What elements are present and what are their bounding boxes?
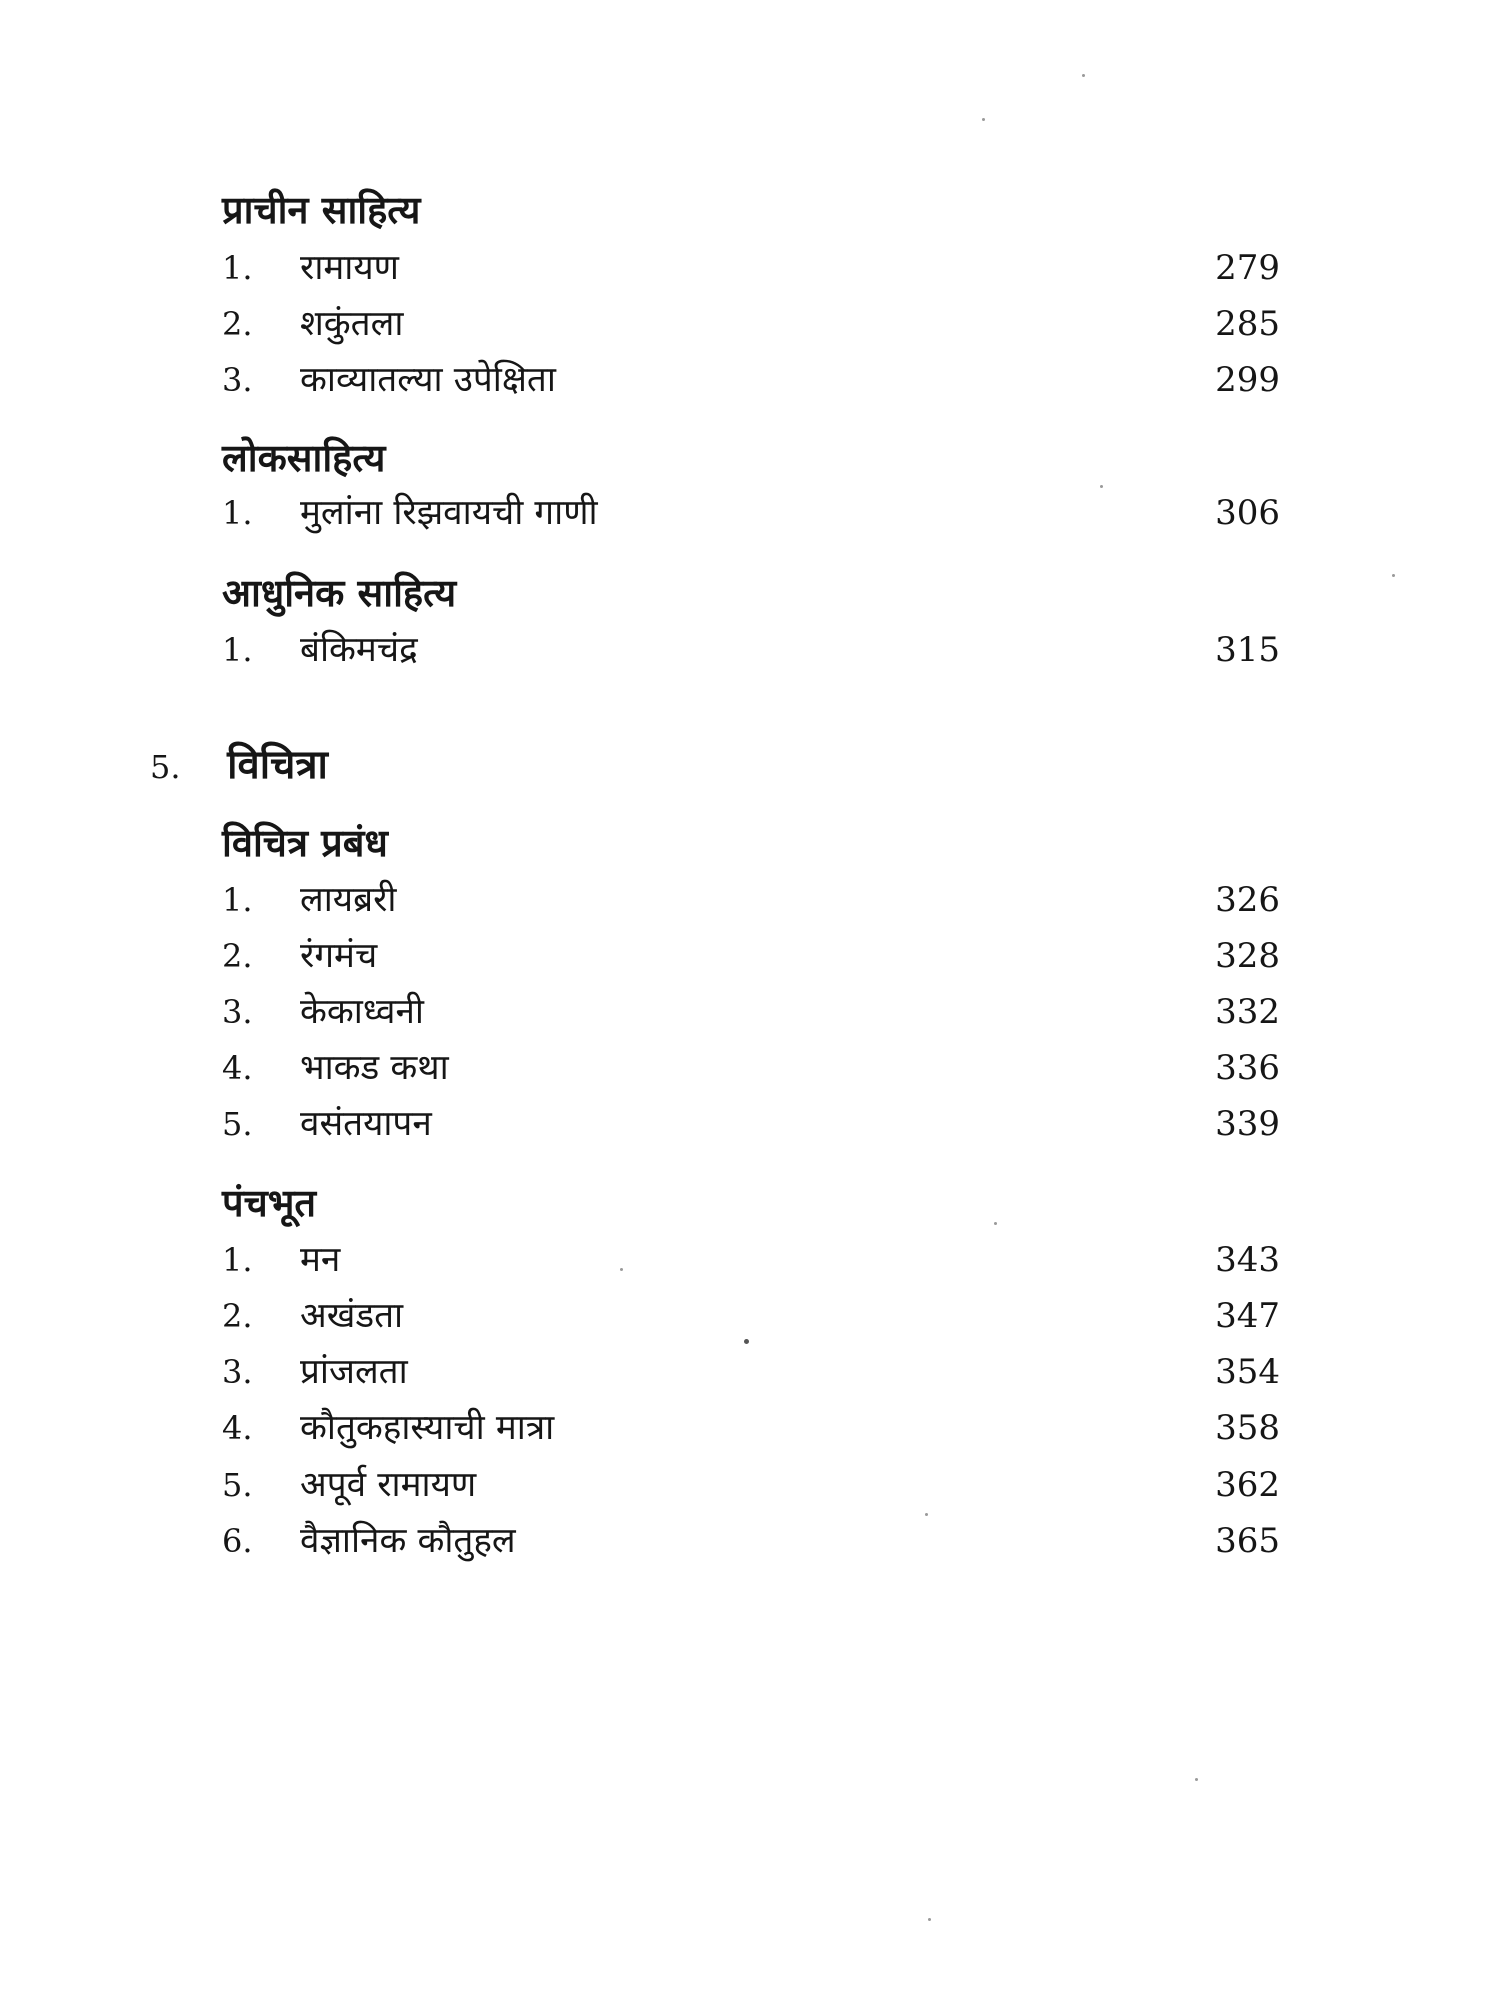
toc-entry[interactable] (222, 1043, 1280, 1093)
entry-number: 5. (222, 1466, 253, 1504)
entry-number: 1. (222, 1241, 253, 1279)
entry-title: अखंडता (300, 1296, 404, 1336)
scan-speck (1392, 574, 1395, 577)
entry-number: 3. (222, 1353, 253, 1391)
entry-title: लायब्ररी (300, 880, 397, 920)
entry-page-number: 328 (1215, 936, 1280, 976)
entry-title: काव्यातल्या उपेक्षिता (300, 360, 556, 400)
entry-number: 4. (222, 1409, 253, 1447)
entry-number: 4. (222, 1049, 253, 1087)
section-heading-loksahitya: लोकसाहित्य (222, 436, 386, 480)
entry-page-number: 354 (1215, 1352, 1280, 1392)
entry-title: कौतुकहास्याची मात्रा (300, 1408, 555, 1448)
entry-number: 6. (222, 1522, 253, 1560)
entry-page-number: 315 (1215, 630, 1280, 670)
entry-page-number: 279 (1215, 248, 1280, 288)
section-heading-vichitra-prabandh: विचित्र प्रबंध (222, 821, 388, 865)
entry-page-number: 362 (1215, 1465, 1280, 1505)
entry-title: रंगमंच (300, 936, 378, 976)
entry-title: बंकिमचंद्र (300, 630, 418, 670)
scan-speck (1082, 74, 1085, 77)
entry-number: 1. (222, 249, 253, 287)
scan-speck (994, 1222, 997, 1225)
entry-title: मुलांना रिझवायची गाणी (300, 493, 598, 533)
entry-page-number: 306 (1215, 493, 1280, 533)
entry-title: शकुंतला (300, 304, 404, 344)
toc-entry[interactable] (222, 1516, 1280, 1566)
entry-page-number: 326 (1215, 880, 1280, 920)
entry-page-number: 285 (1215, 304, 1280, 344)
entry-number: 2. (222, 937, 253, 975)
entry-title: भाकड कथा (300, 1048, 449, 1088)
part-title: विचित्रा (227, 742, 328, 788)
entry-page-number: 358 (1215, 1408, 1280, 1448)
entry-page-number: 332 (1215, 992, 1280, 1032)
entry-title: अपूर्व रामायण (300, 1465, 477, 1505)
toc-entry[interactable] (222, 243, 1280, 293)
toc-entry[interactable] (222, 1347, 1280, 1397)
entry-title: रामायण (300, 248, 399, 288)
entry-number: 2. (222, 1297, 253, 1335)
part-heading-vichitra (150, 737, 328, 793)
toc-entry[interactable] (222, 1460, 1280, 1510)
toc-entry[interactable] (222, 1291, 1280, 1341)
entry-page-number: 343 (1215, 1240, 1280, 1280)
toc-entry[interactable] (222, 488, 1280, 538)
entry-number: 3. (222, 993, 253, 1031)
entry-title: प्रांजलता (300, 1352, 408, 1392)
entry-number: 3. (222, 361, 253, 399)
toc-entry[interactable] (222, 299, 1280, 349)
entry-title: केकाध्वनी (300, 992, 424, 1032)
section-heading-prachin-sahitya: प्राचीन साहित्य (222, 188, 421, 232)
section-heading-panchabhut: पंचभूत (222, 1181, 317, 1225)
toc-entry[interactable] (222, 1235, 1280, 1285)
entry-page-number: 365 (1215, 1521, 1280, 1561)
entry-page-number: 336 (1215, 1048, 1280, 1088)
section-heading-adhunik-sahitya: आधुनिक साहित्य (222, 571, 457, 615)
entry-number: 1. (222, 631, 253, 669)
part-number: 5. (150, 748, 181, 786)
toc-entry[interactable] (222, 987, 1280, 1037)
entry-title: वैज्ञानिक कौतुहल (300, 1521, 516, 1561)
toc-entry[interactable] (222, 355, 1280, 405)
toc-entry[interactable] (222, 1099, 1280, 1149)
scan-speck (928, 1918, 931, 1921)
entry-number: 2. (222, 305, 253, 343)
toc-entry[interactable] (222, 625, 1280, 675)
entry-number: 5. (222, 1105, 253, 1143)
scan-speck (1195, 1778, 1198, 1781)
entry-page-number: 339 (1215, 1104, 1280, 1144)
entry-page-number: 347 (1215, 1296, 1280, 1336)
toc-entry[interactable] (222, 931, 1280, 981)
toc-entry[interactable] (222, 1403, 1280, 1453)
entry-title: वसंतयापन (300, 1104, 432, 1144)
scan-speck (982, 118, 985, 121)
entry-page-number: 299 (1215, 360, 1280, 400)
entry-number: 1. (222, 881, 253, 919)
entry-number: 1. (222, 494, 253, 532)
entry-title: मन (300, 1240, 341, 1280)
toc-entry[interactable] (222, 875, 1280, 925)
